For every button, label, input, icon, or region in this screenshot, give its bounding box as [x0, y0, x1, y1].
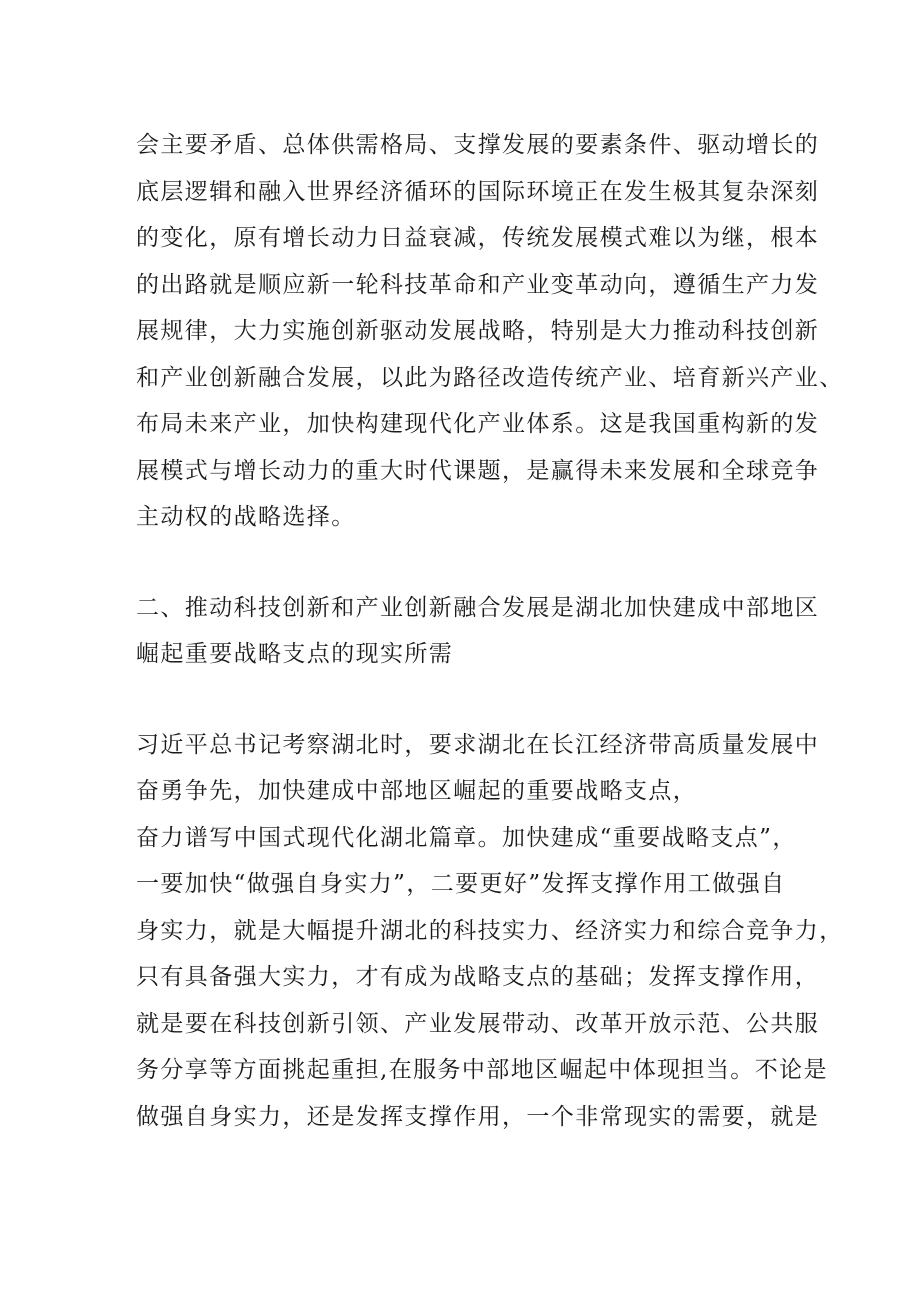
heading-line: 二、推动科技创新和产业创新融合发展是湖北加快建成中部地区	[136, 595, 820, 621]
text-line: 和产业创新融合发展，以此为路径改造传统产业、培育新兴产业、	[136, 365, 844, 391]
text-line: 一要加快“做强自身实力”，二要更好”发挥支撑作用工做强自	[136, 871, 786, 897]
text-line: 就是要在科技创新引领、产业发展带动、改革开放示范、公共服	[136, 1011, 820, 1037]
text-line: 的出路就是顺应新一轮科技革命和产业变革动向，遵循生产力发	[136, 272, 820, 298]
text-line: 奋勇争先，加快建成中部地区崛起的重要战略支点，	[136, 778, 698, 804]
text-line: 布局未来产业，加快构建现代化产业体系。这是我国重构新的发	[136, 411, 820, 437]
text-line: 底层逻辑和融入世界经济循环的国际环境正在发生极其复杂深刻	[136, 179, 820, 205]
text-line: 会主要矛盾、总体供需格局、支撑发展的要素条件、驱动增长的	[136, 132, 820, 158]
text-line: 展规律，大力实施创新驱动发展战略，特别是大力推动科技创新	[136, 318, 820, 344]
text-line: 务分享等方面挑起重担,在服务中部地区崛起中体现担当。不论是	[136, 1057, 828, 1083]
text-line: 做强自身实力，还是发挥支撑作用，一个非常现实的需要，就是	[136, 1104, 820, 1130]
text-line: 的变化，原有增长动力日益衰减，传统发展模式难以为继，根本	[136, 225, 820, 251]
text-line: 习近平总书记考察湖北时，要求湖北在长江经济带高质量发展中	[136, 732, 820, 758]
text-line: 只有具备强大实力，才有成为战略支点的基础；发挥支撑作用，	[136, 964, 820, 990]
text-line: 身实力，就是大幅提升湖北的科技实力、经济实力和综合竞争力，	[136, 918, 844, 944]
text-line: 主动权的战略选择。	[136, 504, 356, 530]
text-line: 奋力谱写中国式现代化湖北篇章。加快建成“重要战略支点”，	[136, 825, 797, 851]
text-line: 展模式与增长动力的重大时代课题，是赢得未来发展和全球竞争	[136, 458, 820, 484]
heading-line: 崛起重要战略支点的现实所需	[136, 641, 454, 667]
